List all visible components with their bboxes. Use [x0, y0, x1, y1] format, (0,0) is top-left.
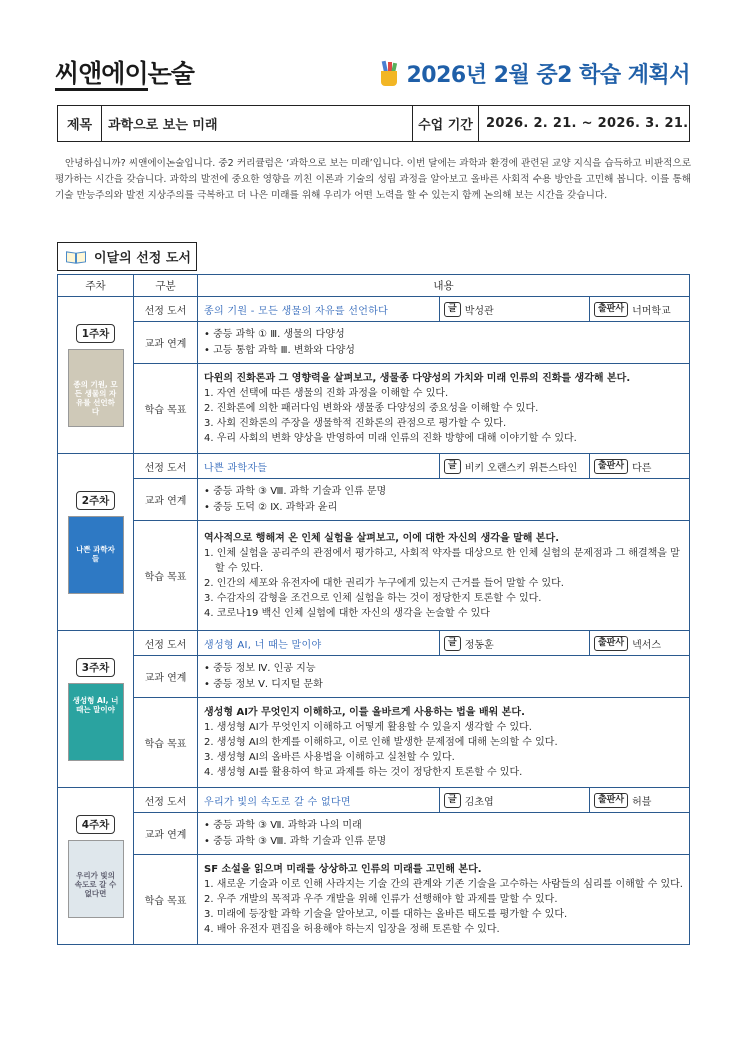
week-label: 3주차 — [76, 658, 116, 677]
curriculum-link-item: • 고등 통합 과학 Ⅲ. 변화와 다양성 — [204, 344, 355, 356]
table-row — [58, 479, 690, 521]
publisher-tag: 출판사 — [594, 459, 628, 474]
author-tag: 글 — [444, 459, 461, 474]
author-tag: 글 — [444, 302, 461, 317]
book-title: 나쁜 과학자들 — [198, 454, 440, 479]
table-header-row — [58, 275, 690, 297]
table-row — [58, 631, 690, 656]
row-label-link: 교과 연계 — [134, 322, 198, 364]
publisher-name: 너머학교 — [632, 305, 671, 317]
table-row — [58, 698, 690, 788]
publisher-cell — [589, 297, 689, 322]
table-row — [58, 322, 690, 364]
cover-title: 우리가 빛의 속도로 갈 수 없다면 — [74, 870, 117, 898]
goal-item: 1. 자연 선택에 따른 생물의 진화 과정을 이해할 수 있다. — [204, 388, 449, 399]
goal-heading: 다윈의 진화론과 그 영향력을 살펴보고, 생물종 다양성의 가치와 미래 인류의 진화를 생각해 본다. — [204, 373, 631, 384]
curriculum-link-item: • 중등 과학 ③ Ⅷ. 과학 기술과 인류 문명 — [204, 835, 387, 847]
table-row — [58, 297, 690, 322]
row-label-goal: 학습 목표 — [134, 855, 198, 945]
curriculum-link-item: • 중등 과학 ③ Ⅷ. 과학 기술과 인류 문명 — [204, 485, 387, 497]
goal-item: 2. 우주 개발의 목적과 우주 개발을 위해 인류가 선행해야 할 과제를 말할 수 있다. — [204, 894, 558, 905]
table-row — [58, 656, 690, 698]
row-label-book: 선정 도서 — [134, 297, 198, 322]
goal-item: 2. 생성형 AI의 한계를 이해하고, 이로 인해 발생한 문제점에 대해 논의할 수 있다. — [204, 737, 558, 748]
learning-goals — [198, 521, 690, 631]
publisher-cell — [589, 454, 689, 479]
goal-heading: SF 소설을 읽으며 미래를 상상하고 인류의 미래를 고민해 본다. — [204, 864, 482, 875]
intro-paragraph: 안녕하십니까? 씨앤에이논술입니다. 중2 커리큘럼은 ‘과학으로 보는 미래’입니다. 이번 달에는 과학과 환경에 관련된 교양 지식을 습득하고 비판적으로 평가하는 시간을 갖습니다. 과학의 발전에 중요한 영향을 끼친 이론과 기술의 성립 과정을 알아보고 올바른 사회적 수용 방안을 고민해 봅니다. 이를 통해 기술 만능주의와 발전 지상주의를 극복하고 더 나은 미래를 위해 우리가 어떤 노력을 할 수 있는지 함께 논의해 보는 시간을 갖습니다. — [55, 158, 691, 201]
week-label: 1주차 — [76, 324, 116, 343]
logo — [55, 54, 194, 90]
goal-item: 2. 진화론에 의한 패러다임 변화와 생물종 다양성의 중요성을 이해할 수 있다. — [204, 403, 539, 414]
table-row — [58, 855, 690, 945]
table-row — [58, 813, 690, 855]
header-content: 내용 — [198, 275, 690, 297]
curriculum-link-item: • 중등 과학 ① Ⅲ. 생물의 다양성 — [204, 328, 345, 340]
author-name: 김초엽 — [464, 796, 494, 808]
publisher-cell — [589, 788, 689, 813]
title-label: 제목 — [58, 106, 102, 141]
learning-goals — [198, 364, 690, 454]
info-bar — [57, 105, 690, 142]
week-cell — [58, 631, 134, 788]
open-book-icon — [66, 250, 88, 264]
row-label-book: 선정 도서 — [134, 788, 198, 813]
header-week: 주차 — [58, 275, 134, 297]
section-title — [57, 242, 197, 271]
week-label: 4주차 — [76, 815, 116, 834]
goal-item: 4. 생성형 AI를 활용하여 학교 과제를 하는 것이 정당한지 토론할 수 있다. — [204, 767, 523, 778]
goal-item: 4. 코로나19 백신 인체 실험에 대한 자신의 생각을 논술할 수 있다 — [204, 607, 490, 619]
goal-item: 1. 새로운 기술과 이로 인해 사라지는 기술 간의 관계와 기존 기술을 고수하는 사람들의 심리를 이해할 수 있다. — [204, 879, 683, 890]
course-period: 2026. 2. 21. ~ 2026. 3. 21. — [486, 116, 689, 131]
curriculum-links — [198, 656, 690, 698]
book-cover-image — [68, 516, 124, 594]
curriculum-links — [198, 813, 690, 855]
publisher-name: 허블 — [632, 796, 652, 808]
table-row — [58, 788, 690, 813]
publisher-tag: 출판사 — [594, 302, 628, 317]
author-cell — [439, 297, 589, 322]
week-label: 2주차 — [76, 491, 116, 510]
row-label-link: 교과 연계 — [134, 479, 198, 521]
publisher-name: 다른 — [632, 462, 652, 474]
book-cover-image — [68, 349, 124, 427]
plan-title — [379, 58, 691, 89]
pencil-cup-icon — [379, 61, 399, 87]
table-row — [58, 521, 690, 631]
author-cell — [439, 454, 589, 479]
cover-title: 종의 기원, 모든 생물의 자유를 선언하다 — [73, 379, 118, 416]
curriculum-link-item: • 중등 과학 ③ Ⅶ. 과학과 나의 미래 — [204, 819, 362, 831]
row-label-book: 선정 도서 — [134, 631, 198, 656]
book-cover-image — [68, 683, 124, 761]
week-cell — [58, 297, 134, 454]
goal-item: 2. 인간의 세포와 유전자에 대한 권리가 누구에게 있는지 근거를 들어 말할 수 있다. — [204, 577, 564, 589]
publisher-name: 넥서스 — [632, 639, 662, 651]
author-tag: 글 — [444, 793, 461, 808]
plan-table — [57, 274, 690, 945]
goal-item: 4. 배아 유전자 편집을 허용해야 하는지 입장을 정해 토론할 수 있다. — [204, 924, 500, 935]
curriculum-link-item: • 중등 정보 Ⅳ. 인공 지능 — [204, 662, 316, 674]
logo-part1: 씨앤에이 — [55, 59, 148, 91]
curriculum-links — [198, 479, 690, 521]
author-name: 박성관 — [464, 305, 494, 317]
curriculum-link-item: • 중등 도덕 ② Ⅸ. 과학과 윤리 — [204, 501, 338, 513]
goal-heading: 생성형 AI가 무엇인지 이해하고, 이를 올바르게 사용하는 법을 배워 본다. — [204, 707, 525, 718]
goal-item: 1. 인체 실험을 공리주의 관점에서 평가하고, 사회적 약자를 대상으로 한 인체 실험의 문제점과 그 해결책을 말할 수 있다. — [204, 547, 680, 574]
goal-item: 3. 미래에 등장할 과학 기술을 알아보고, 이를 대하는 올바른 태도를 평가할 수 있다. — [204, 909, 568, 920]
period-label: 수업 기간 — [413, 106, 479, 141]
row-label-book: 선정 도서 — [134, 454, 198, 479]
publisher-tag: 출판사 — [594, 636, 628, 651]
curriculum-links — [198, 322, 690, 364]
plan-title-text: 2026년 2월 중2 학습 계획서 — [406, 63, 690, 88]
row-label-goal: 학습 목표 — [134, 698, 198, 788]
section-title-text: 이달의 선정 도서 — [94, 251, 191, 266]
author-name: 비키 오랜스키 위튼스타인 — [464, 462, 578, 474]
week-cell — [58, 454, 134, 631]
header-kind: 구분 — [134, 275, 198, 297]
goal-item: 3. 생성형 AI의 올바른 사용법을 이해하고 실천할 수 있다. — [204, 752, 455, 763]
goal-item: 3. 사회 진화론의 주장을 생물학적 진화론의 관점으로 평가할 수 있다. — [204, 418, 507, 429]
week-cell — [58, 788, 134, 945]
book-cover-image — [68, 840, 124, 918]
page-header — [55, 52, 690, 92]
goal-item: 4. 우리 사회의 변화 양상을 반영하여 미래 인류의 진화 방향에 대해 이야기할 수 있다. — [204, 433, 577, 444]
learning-goals — [198, 698, 690, 788]
goal-heading: 역사적으로 행해져 온 인체 실험을 살펴보고, 이에 대한 자신의 생각을 말해 본다. — [204, 532, 560, 544]
publisher-tag: 출판사 — [594, 793, 628, 808]
author-cell — [439, 788, 589, 813]
learning-goals — [198, 855, 690, 945]
cover-title: 생성형 AI, 너 때는 말이야 — [72, 695, 119, 714]
row-label-link: 교과 연계 — [134, 656, 198, 698]
curriculum-link-item: • 중등 정보 Ⅴ. 디지털 문화 — [204, 678, 323, 690]
row-label-goal: 학습 목표 — [134, 521, 198, 631]
author-cell — [439, 631, 589, 656]
course-title: 과학으로 보는 미래 — [102, 106, 413, 141]
logo-part2: 논술 — [147, 59, 194, 88]
table-row — [58, 454, 690, 479]
goal-item: 1. 생성형 AI가 무엇인지 이해하고 어떻게 활용할 수 있을지 생각할 수 있다. — [204, 722, 532, 733]
book-title: 종의 기원 - 모든 생물의 자유를 선언하다 — [198, 297, 440, 322]
table-row — [58, 364, 690, 454]
cover-title: 나쁜 과학자들 — [76, 544, 115, 563]
row-label-goal: 학습 목표 — [134, 364, 198, 454]
author-name: 정동훈 — [464, 639, 494, 651]
book-title: 우리가 빛의 속도로 갈 수 없다면 — [198, 788, 440, 813]
goal-item: 3. 수감자의 감형을 조건으로 인체 실험을 하는 것이 정당한지 토론할 수 있다. — [204, 592, 542, 604]
book-title: 생성형 AI, 너 때는 말이야 — [198, 631, 440, 656]
author-tag: 글 — [444, 636, 461, 651]
row-label-link: 교과 연계 — [134, 813, 198, 855]
publisher-cell — [589, 631, 689, 656]
